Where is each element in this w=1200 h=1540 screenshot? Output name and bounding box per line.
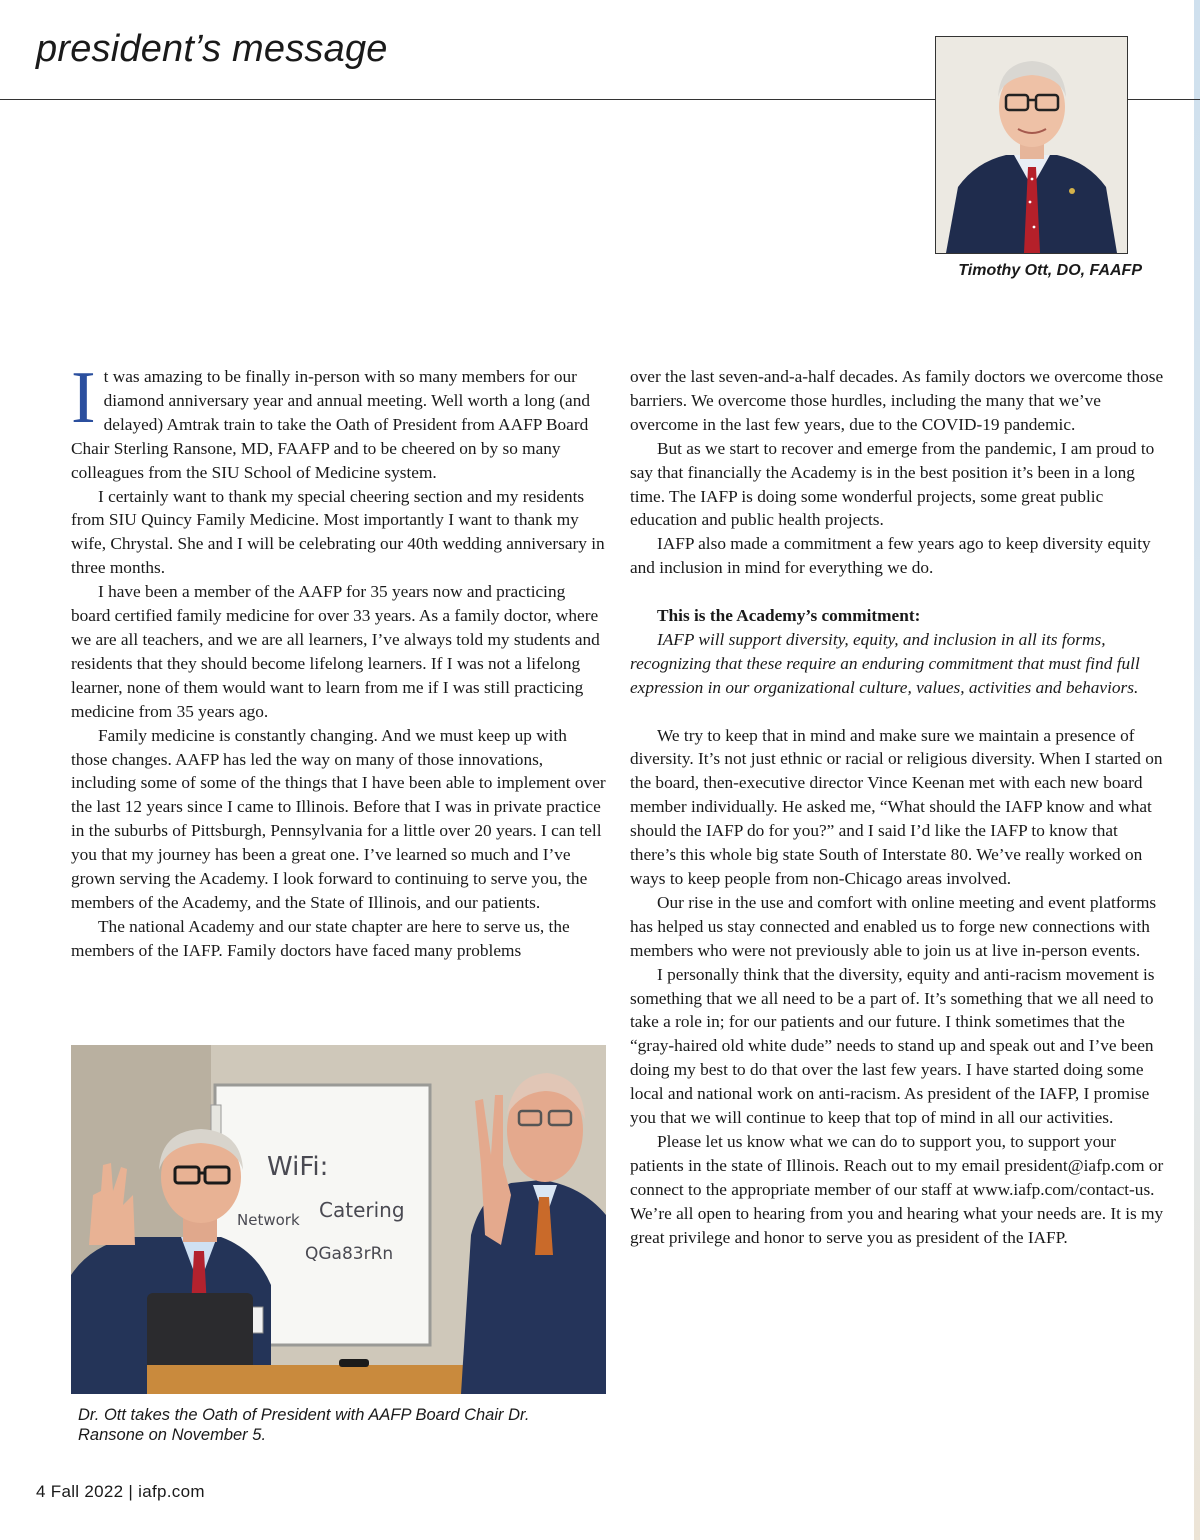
author-portrait	[935, 36, 1128, 254]
article-paragraph: Please let us know what we can do to support you, to support your patients in the state of Illinois. Reach out to my email president@iafp.com or connect to the appropriate member of our staff at www.iafp.com/contact-us. We’re all open to hearing from you and hearing what your needs are. It is my great privilege and honor to serve you as president of the IAFP.	[630, 1131, 1164, 1247]
paragraph-text: t was amazing to be finally in-person with so many members for our diamond anniversary year and annual meeting. Well worth a long (and delayed) Amtrak train to take the Oath of President from AAFP Board Chair Sterling Ransone, MD, FAAFP and to be cheered on by so many colleagues from the SIU School of Medicine system.	[71, 367, 590, 482]
article-right-column	[630, 365, 1166, 1250]
page-footer: 4 Fall 2022 | iafp.com	[36, 1482, 205, 1501]
article-paragraph: Family medicine is constantly changing. And we must keep up with those changes. AAFP has led the way on many of those innovations, including some of some of the things that I have been able to implement over the last 12 years since I came to Illinois. Before that I was in private practice in the suburbs of Pittsburgh, Pennsylvania for a little over 20 years. I can tell you that my journey has been a great one. I’ve learned so much and I’ve grown serving the Academy. I look forward to continuing to serve you, the members of the Academy, and the State of Illinois, and our patients.	[71, 725, 606, 912]
commitment-statement: IAFP will support diversity, equity, and inclusion in all its forms, recognizing that these require an enduring commitment that must find full expression in our organizational culture, values, activities and behaviors.	[630, 629, 1140, 697]
article-paragraph: I certainly want to thank my special cheering section and my residents from SIU Quincy Family Medicine. Most importantly I want to thank my wife, Chrystal. She and I will be celebrating our 40th wedding anniversary in three months.	[71, 486, 605, 578]
article-paragraph: The national Academy and our state chapter are here to serve us, the members of the IAFP. Family doctors have faced many problems	[71, 916, 570, 960]
whiteboard-text-code: QGa83rRn	[305, 1244, 394, 1264]
commitment-heading: This is the Academy’s commitment:	[657, 606, 921, 626]
section-title: president’s message	[36, 28, 388, 70]
article-paragraph: Our rise in the use and comfort with online meeting and event platforms has helped us stay connected and enabled us to forge new connections with members who were not previously able to join us at live in-person events.	[630, 892, 1157, 960]
whiteboard-text-catering: Catering	[319, 1198, 405, 1222]
drop-cap: I	[71, 357, 96, 439]
paragraph-gap	[630, 700, 1166, 724]
article-paragraph: But as we start to recover and emerge from the pandemic, I am proud to say that financially the Academy is in the best position it’s been in a long time. The IAFP is doing some wonderful projects, some great public education and public health projects.	[630, 438, 1155, 530]
article-paragraph: IAFP also made a commitment a few years ago to keep diversity equity and inclusion in mind for everything we do.	[630, 534, 1151, 578]
article-left-column	[71, 357, 607, 963]
page-edge-accent	[1194, 0, 1200, 1540]
article-paragraph	[71, 357, 607, 485]
portrait-illustration	[936, 37, 1127, 253]
article-paragraph: I personally think that the diversity, equity and anti-racism movement is something that we all need to be a part of. It’s something that we all need to take a role in; for our patients and our future. I think sometimes that the “gray-haired old white dude” needs to stand up and speak out and I’ve been doing my best to do that over the last few years. I have started doing some local and national work on anti-racism. As president of the IAFP, I promise you that we will continue to keep that top of mind in all our activities.	[630, 964, 1155, 1128]
portrait-caption: Timothy Ott, DO, FAAFP	[958, 262, 1142, 279]
article-paragraph: over the last seven-and-a-half decades. As family doctors we overcome those barriers. We overcome those hurdles, including the many that we’ve overcome in the last few years, due to the COVID-19 pandemic.	[630, 367, 1164, 434]
article-paragraph: I have been a member of the AAFP for 35 years now and practicing board certified family medicine for over 33 years. As a family doctor, where we are all teachers, and we are all learners, I’ve always told my students and residents that they should become lifelong learners. If I was not a lifelong learner, none of them would want to learn from me if I was still practicing medicine from 35 years ago.	[71, 582, 600, 721]
photo-caption: Dr. Ott takes the Oath of President with AAFP Board Chair Dr. Ransone on November 5.	[78, 1406, 530, 1444]
oath-photo-illustration	[71, 1045, 606, 1394]
whiteboard-text-wifi: WiFi:	[267, 1152, 329, 1182]
paragraph-gap	[630, 580, 1166, 604]
oath-photo	[71, 1045, 606, 1394]
whiteboard-text-network: Network	[237, 1211, 300, 1229]
article-paragraph: We try to keep that in mind and make sure we maintain a presence of diversity. It’s not just ethnic or racial or religious diversity. When I started on the board, then-executive director Vince Keenan met with each new board member individually. He asked me, “What should the IAFP know and what should the IAFP do for you?” and I said I’d like the IAFP to know that there’s this whole big state South of Interstate 80. We’ve really worked on ways to keep people from non-Chicago areas involved.	[630, 725, 1163, 888]
